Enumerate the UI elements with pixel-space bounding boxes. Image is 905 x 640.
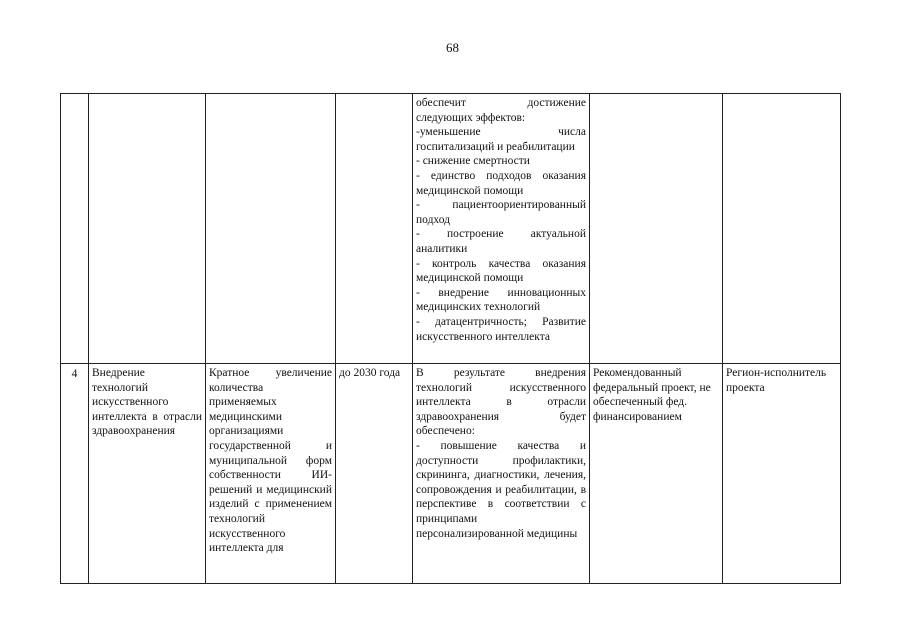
measures-table <box>60 93 841 584</box>
effects-line: - единство подходов оказания медицинской помощи <box>416 169 586 197</box>
cell-name-empty <box>89 94 206 364</box>
indicator-text: Кратное увеличение количества применяемых медицинскими организациями государственной и муниципальной форм собственности ИИ-решений и медицинский изделий с применением технологий искусственного интеллекта для <box>209 367 332 555</box>
effects-line: - датацентричность; Развитие искусственного интеллекта <box>416 315 586 343</box>
cell-deadline-empty <box>336 94 413 364</box>
cell-result <box>413 364 590 584</box>
page-number: 68 <box>446 40 459 55</box>
result-text: В результате внедрения технологий искусственного интеллекта в отрасли здравоохранения будет обеспечено: - повышение качества и доступности профилактики, скрининга, диагностики, лечения, сопровождения и реабилитации, в перспективе в соответствии с принципами персонализированной медицины <box>416 367 586 540</box>
funding-text: Рекомендованный федеральный проект, не обеспеченный фед. финансированием <box>593 367 711 423</box>
cell-funding <box>590 364 723 584</box>
cell-effects <box>413 94 590 364</box>
cell-number: 4 <box>61 364 89 584</box>
cell-name <box>89 364 206 584</box>
cell-executor <box>723 364 841 584</box>
table-row-continuation <box>61 94 841 364</box>
cell-deadline <box>336 364 413 584</box>
table-row-4 <box>61 364 841 584</box>
executor-text: Регион-исполнитель проекта <box>726 367 827 394</box>
effects-line: - контроль качества оказания медицинской помощи <box>416 257 586 285</box>
effects-line: - построение актуальной аналитики <box>416 228 586 255</box>
effects-line: - снижение смертности <box>416 155 530 168</box>
effects-line: -уменьшение числа госпитализаций и реабилитации <box>416 126 586 153</box>
cell-indicator-empty <box>206 94 336 364</box>
cell-funding-empty <box>590 94 723 364</box>
effects-line: обеспечит достижение следующих эффектов: <box>416 97 586 124</box>
cell-indicator <box>206 364 336 584</box>
cell-number-empty <box>61 94 89 364</box>
deadline-text: до 2030 года <box>339 367 401 379</box>
measure-name: Внедрение технологий искусственного интеллекта в отрасли здравоохранения <box>92 367 202 438</box>
cell-executor-empty <box>723 94 841 364</box>
effects-line: - пациентоориентированный подход <box>416 199 586 226</box>
effects-line: - внедрение инновационных медицинских технологий <box>416 286 586 314</box>
